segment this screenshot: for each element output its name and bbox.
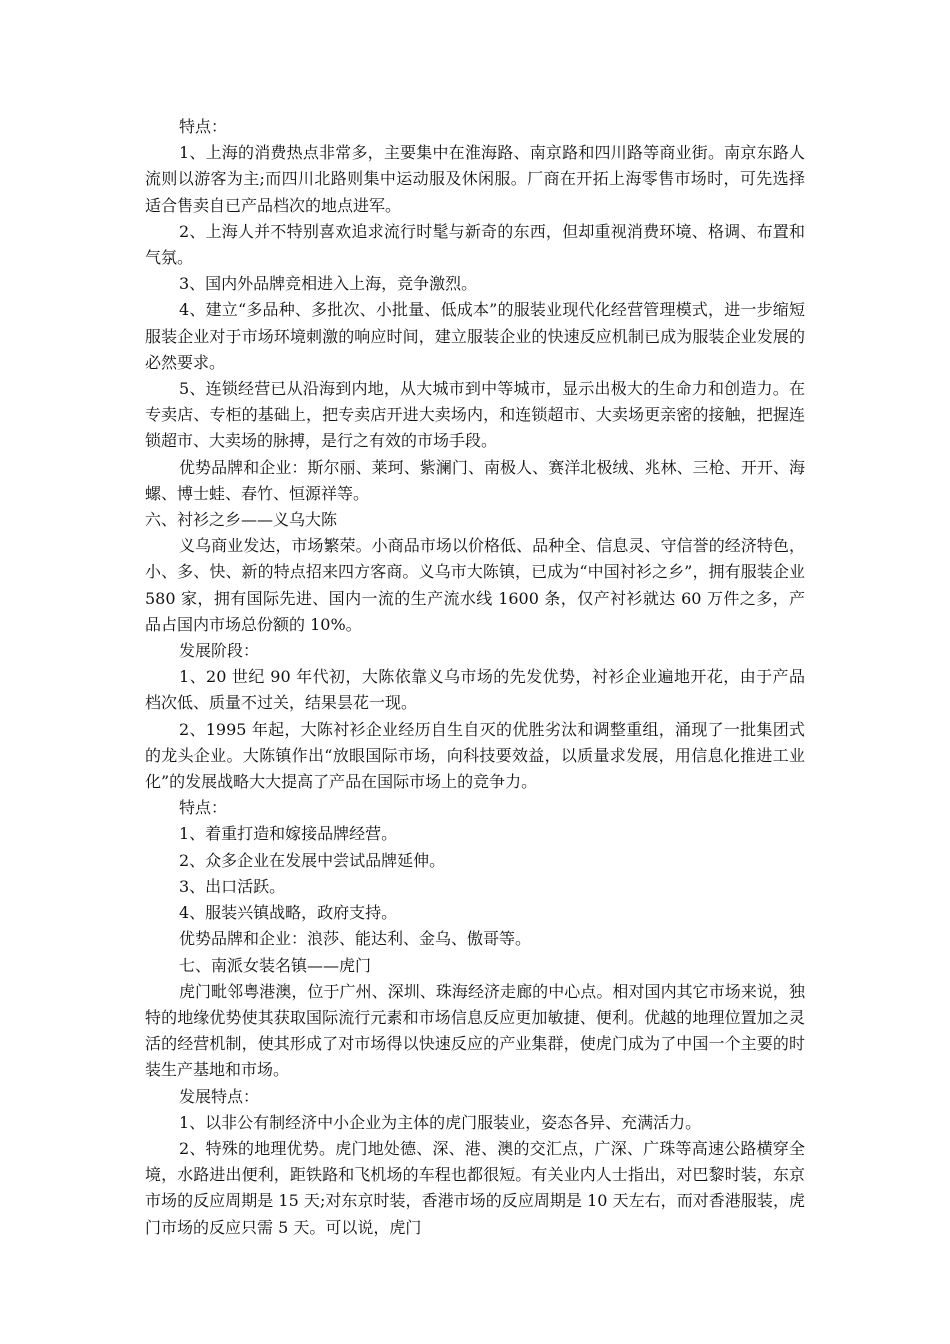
stage-item: 1、20 世纪 90 年代初，大陈依靠义乌市场的先发优势，衬衫企业遍地开花，由于产品档次低、质量不过关，结果昙花一现。 (145, 667, 805, 713)
label-features-2: 特点： (179, 798, 228, 818)
stage-item: 2、1995 年起，大陈衬衫企业经历自生自灭的优胜劣汰和调整重组，涌现了一批集团式的龙头企业。大陈镇作出“放眼国际市场，向科技要效益，以质量求发展，用信息化推进工业化”的发展战略大大提高了产品在国际市场上的竞争力。 (145, 719, 805, 792)
feature-item: 1、上海的消费热点非常多，主要集中在淮海路、南京路和四川路等商业街。南京东路人流则以游客为主;而四川北路则集中运动服及休闲服。厂商在开拓上海零售市场时，可先选择适合售卖自已产品档次的地点进军。 (145, 143, 805, 215)
label-dev-features: 发展特点： (179, 1086, 260, 1106)
section-heading-7: 七、南派女装名镇——虎门 (179, 955, 372, 975)
feature-item: 1、着重打造和嫁接品牌经营。 (179, 824, 398, 844)
label-stages: 发展阶段： (179, 641, 260, 661)
section-heading-6: 六、衬衫之乡——义乌大陈 (145, 510, 338, 530)
label-features-1: 特点： (179, 117, 228, 136)
brands-paragraph: 优势品牌和企业：浪莎、能达利、金乌、傲哥等。 (179, 929, 532, 949)
feature-item: 4、建立“多品种、多批次、小批量、低成本”的服装业现代化经营管理模式，进一步缩短服装企业对于市场环境刺激的响应时间，建立服装企业的快速反应机制已成为服装企业发展的必然要求。 (145, 300, 805, 372)
feature-item: 2、上海人并不特别喜欢追求流行时髦与新奇的东西，但却重视消费环境、格调、布置和气氛。 (145, 221, 805, 268)
feature-item: 5、连锁经营已从沿海到内地，从大城市到中等城市，显示出极大的生命力和创造力。在专卖店、专柜的基础上，把专卖店开进大卖场内，和连锁超市、大卖场更亲密的接触，把握连锁超市、大卖场的脉搏，是行之有效的市场手段。 (145, 379, 805, 451)
feature-item: 3、国内外品牌竞相进入上海，竞争激烈。 (179, 274, 478, 294)
body-paragraph: 义乌商业发达，市场繁荣。小商品市场以价格低、品种全、信息灵、守信誉的经济特色，小、多、快、新的特点招来四方客商。义乌市大陈镇，已成为“中国衬衫之乡”，拥有服装企业 580 家，拥有国际先进、国内一流的生产流水线 1600 条，仅产衬衫就达 60 万件之多，产品占国内市场总份额的 10%。 (145, 536, 805, 634)
brands-paragraph: 优势品牌和企业：斯尔丽、莱珂、紫澜门、南极人、赛洋北极绒、兆林、三枪、开开、海螺、博士蛙、春竹、恒源祥等。 (145, 457, 805, 503)
feature-item: 2、特殊的地理优势。虎门地处德、深、港、澳的交汇点，广深、广珠等高速公路横穿全境，水路进出便利，距铁路和飞机场的车程也都很短。有关业内人士指出，对巴黎时装，东京市场的反应周期是 15 天;对东京时装，香港市场的反应周期是 10 天左右，而对香港服装，虎门市场的反应只需 5 天。可以说，虎门 (145, 1138, 805, 1237)
feature-item: 4、服装兴镇战略，政府支持。 (179, 903, 398, 923)
body-paragraph: 虎门毗邻粤港澳，位于广州、深圳、珠海经济走廊的中心点。相对国内其它市场来说，独特的地缘优势使其获取国际流行元素和市场信息反应更加敏捷、便利。优越的地理位置加之灵活的经营机制，使其形成了对市场得以快速反应的产业集群，使虎门成为了中国一个主要的时装生产基地和市场。 (145, 981, 805, 1080)
feature-item: 1、以非公有制经济中小企业为主体的虎门服装业，姿态各异、充满活力。 (179, 1112, 702, 1132)
feature-item: 3、出口活跃。 (179, 876, 286, 896)
document-body (145, 114, 805, 1241)
feature-item: 2、众多企业在发展中尝试品牌延伸。 (179, 850, 446, 870)
